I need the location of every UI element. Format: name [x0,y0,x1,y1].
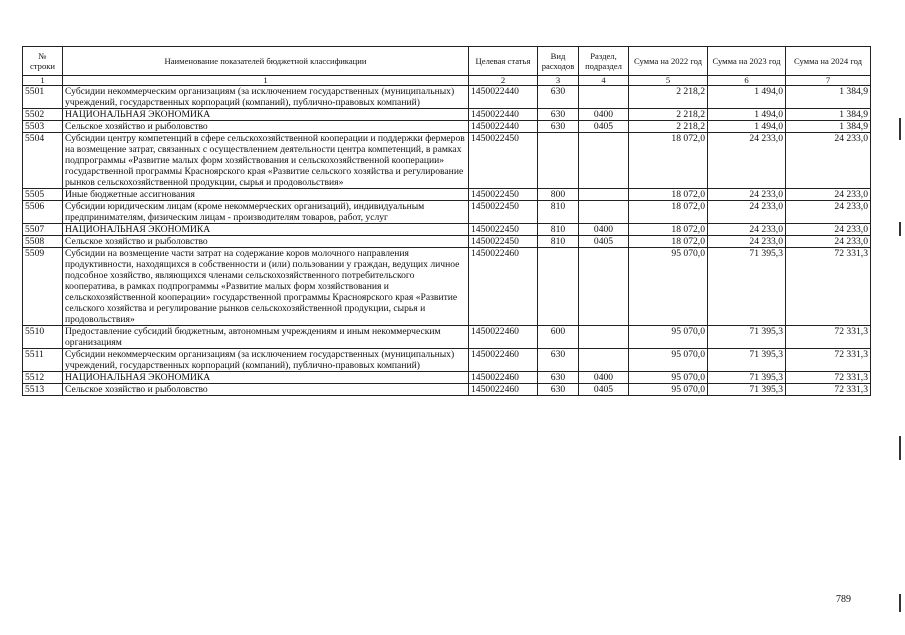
cell-name: НАЦИОНАЛЬНАЯ ЭКОНОМИКА [63,372,469,384]
cell-name: Иные бюджетные ассигнования [63,189,469,201]
cell-row-no: 5512 [23,372,63,384]
cell-kind: 810 [538,236,579,248]
cell-row-no: 5504 [23,133,63,189]
cell-sum-2023: 1 494,0 [708,86,786,109]
cell-sum-2022: 95 070,0 [629,384,708,396]
header-target: Целевая статья [469,47,538,76]
table-row [23,384,871,396]
cell-section: 0405 [579,384,629,396]
cell-target: 1450022450 [469,133,538,189]
scan-edge-mark [899,436,901,460]
column-number: 4 [579,76,629,86]
cell-name: Субсидии некоммерческим организациям (за исключением государственных (муниципальных) учреждений, государственных корпораций (компаний), публично-правовых компаний) [63,86,469,109]
cell-section [579,349,629,372]
column-number-row [23,76,871,86]
scan-edge-mark [899,222,901,236]
column-number: 2 [469,76,538,86]
cell-section [579,248,629,326]
cell-kind: 630 [538,384,579,396]
cell-sum-2024: 24 233,0 [786,133,871,189]
page-number: 789 [836,594,851,605]
cell-target: 1450022440 [469,86,538,109]
cell-name: НАЦИОНАЛЬНАЯ ЭКОНОМИКА [63,109,469,121]
column-number: 1 [23,76,63,86]
table-row [23,248,871,326]
cell-kind: 630 [538,86,579,109]
cell-section: 0400 [579,224,629,236]
cell-sum-2023: 71 395,3 [708,384,786,396]
cell-section [579,326,629,349]
cell-sum-2024: 1 384,9 [786,109,871,121]
cell-sum-2022: 18 072,0 [629,224,708,236]
cell-sum-2022: 95 070,0 [629,248,708,326]
column-number: 6 [708,76,786,86]
cell-target: 1450022450 [469,224,538,236]
cell-section: 0405 [579,121,629,133]
cell-sum-2023: 1 494,0 [708,121,786,133]
table-row [23,326,871,349]
header-sum-2024: Сумма на 2024 год [786,47,871,76]
cell-sum-2023: 1 494,0 [708,109,786,121]
header-row-no: № строки [23,47,63,76]
cell-row-no: 5510 [23,326,63,349]
cell-row-no: 5506 [23,201,63,224]
cell-kind: 630 [538,109,579,121]
cell-section [579,133,629,189]
cell-sum-2024: 24 233,0 [786,189,871,201]
table-row [23,224,871,236]
cell-kind [538,133,579,189]
cell-row-no: 5501 [23,86,63,109]
cell-sum-2024: 72 331,3 [786,248,871,326]
cell-sum-2023: 71 395,3 [708,372,786,384]
cell-sum-2023: 71 395,3 [708,248,786,326]
cell-target: 1450022460 [469,349,538,372]
table-row [23,236,871,248]
cell-sum-2022: 95 070,0 [629,326,708,349]
cell-sum-2024: 72 331,3 [786,349,871,372]
cell-sum-2024: 72 331,3 [786,384,871,396]
cell-row-no: 5509 [23,248,63,326]
cell-section [579,201,629,224]
cell-sum-2024: 24 233,0 [786,201,871,224]
cell-target: 1450022440 [469,109,538,121]
cell-section: 0400 [579,109,629,121]
cell-row-no: 5503 [23,121,63,133]
cell-sum-2023: 71 395,3 [708,349,786,372]
column-number: 1 [63,76,469,86]
cell-sum-2022: 2 218,2 [629,86,708,109]
cell-sum-2022: 95 070,0 [629,372,708,384]
cell-kind: 810 [538,224,579,236]
cell-name: Сельское хозяйство и рыболовство [63,236,469,248]
column-number: 7 [786,76,871,86]
table-row [23,86,871,109]
cell-sum-2024: 1 384,9 [786,121,871,133]
budget-table [22,46,871,396]
cell-name: Субсидии юридическим лицам (кроме некоммерческих организаций), индивидуальным предпринимателям, физическим лицам - производителям товаров, работ, услуг [63,201,469,224]
cell-kind [538,248,579,326]
table-row [23,201,871,224]
cell-sum-2022: 18 072,0 [629,201,708,224]
scan-edge-mark [899,118,901,140]
cell-name: Предоставление субсидий бюджетным, автономным учреждениям и иным некоммерческим организациям [63,326,469,349]
table-body [23,86,871,396]
header-name: Наименование показателей бюджетной классификации [63,47,469,76]
cell-kind: 810 [538,201,579,224]
cell-section [579,189,629,201]
cell-name: НАЦИОНАЛЬНАЯ ЭКОНОМИКА [63,224,469,236]
column-number: 5 [629,76,708,86]
cell-sum-2024: 24 233,0 [786,224,871,236]
header-row [23,47,871,76]
header-sum-2022: Сумма на 2022 год [629,47,708,76]
cell-section: 0400 [579,372,629,384]
cell-sum-2022: 18 072,0 [629,189,708,201]
table-row [23,189,871,201]
cell-name: Сельское хозяйство и рыболовство [63,121,469,133]
header-section: Раздел, подраздел [579,47,629,76]
cell-target: 1450022460 [469,372,538,384]
cell-sum-2023: 24 233,0 [708,224,786,236]
cell-kind: 600 [538,326,579,349]
cell-target: 1450022450 [469,201,538,224]
cell-sum-2023: 24 233,0 [708,201,786,224]
table-row [23,133,871,189]
scan-edge-mark [899,594,901,612]
cell-kind: 630 [538,121,579,133]
cell-sum-2023: 24 233,0 [708,189,786,201]
cell-kind: 800 [538,189,579,201]
cell-name: Субсидии центру компетенций в сфере сельскохозяйственной кооперации и поддержки фермеров на возмещение затрат, связанных с осуществлением деятельности центра компетенций, в рамках подпрограммы «Развитие малых форм хозяйствования и сельскохозяйственной кооперации» государственной программы Красноярского края «Развитие сельского хозяйства и регулирование рынков сельскохозяйственной продукции, сырья и продовольствия» [63,133,469,189]
cell-target: 1450022460 [469,326,538,349]
cell-sum-2022: 18 072,0 [629,236,708,248]
cell-sum-2022: 2 218,2 [629,121,708,133]
cell-sum-2023: 71 395,3 [708,326,786,349]
cell-target: 1450022460 [469,248,538,326]
cell-row-no: 5502 [23,109,63,121]
cell-sum-2023: 24 233,0 [708,133,786,189]
cell-kind: 630 [538,349,579,372]
cell-row-no: 5513 [23,384,63,396]
cell-target: 1450022460 [469,384,538,396]
table-row [23,109,871,121]
table-row [23,349,871,372]
cell-sum-2024: 72 331,3 [786,372,871,384]
cell-target: 1450022450 [469,236,538,248]
cell-target: 1450022440 [469,121,538,133]
column-number: 3 [538,76,579,86]
cell-name: Субсидии некоммерческим организациям (за исключением государственных (муниципальных) учреждений, государственных корпораций (компаний), публично-правовых компаний) [63,349,469,372]
header-kind: Вид расходов [538,47,579,76]
cell-section: 0405 [579,236,629,248]
header-sum-2023: Сумма на 2023 год [708,47,786,76]
cell-sum-2022: 95 070,0 [629,349,708,372]
cell-name: Сельское хозяйство и рыболовство [63,384,469,396]
cell-sum-2024: 1 384,9 [786,86,871,109]
cell-section [579,86,629,109]
cell-sum-2022: 2 218,2 [629,109,708,121]
cell-sum-2022: 18 072,0 [629,133,708,189]
cell-row-no: 5511 [23,349,63,372]
cell-sum-2023: 24 233,0 [708,236,786,248]
cell-target: 1450022450 [469,189,538,201]
cell-row-no: 5508 [23,236,63,248]
cell-sum-2024: 24 233,0 [786,236,871,248]
table-row [23,121,871,133]
cell-row-no: 5505 [23,189,63,201]
cell-name: Субсидии на возмещение части затрат на содержание коров молочного направления продуктивности, находящихся в собственности и (или) пользовании у граждан, ведущих личное подсобное хозяйство, являющихся членами сельскохозяйственного потребительского кооператива, в рамках подпрограммы «Развитие малых форм хозяйствования и сельскохозяйственной кооперации» государственной программы Красноярского края «Развитие сельского хозяйства и регулирование рынков сельскохозяйственной продукции, сырья и продовольствия» [63,248,469,326]
cell-row-no: 5507 [23,224,63,236]
cell-sum-2024: 72 331,3 [786,326,871,349]
table-row [23,372,871,384]
cell-kind: 630 [538,372,579,384]
